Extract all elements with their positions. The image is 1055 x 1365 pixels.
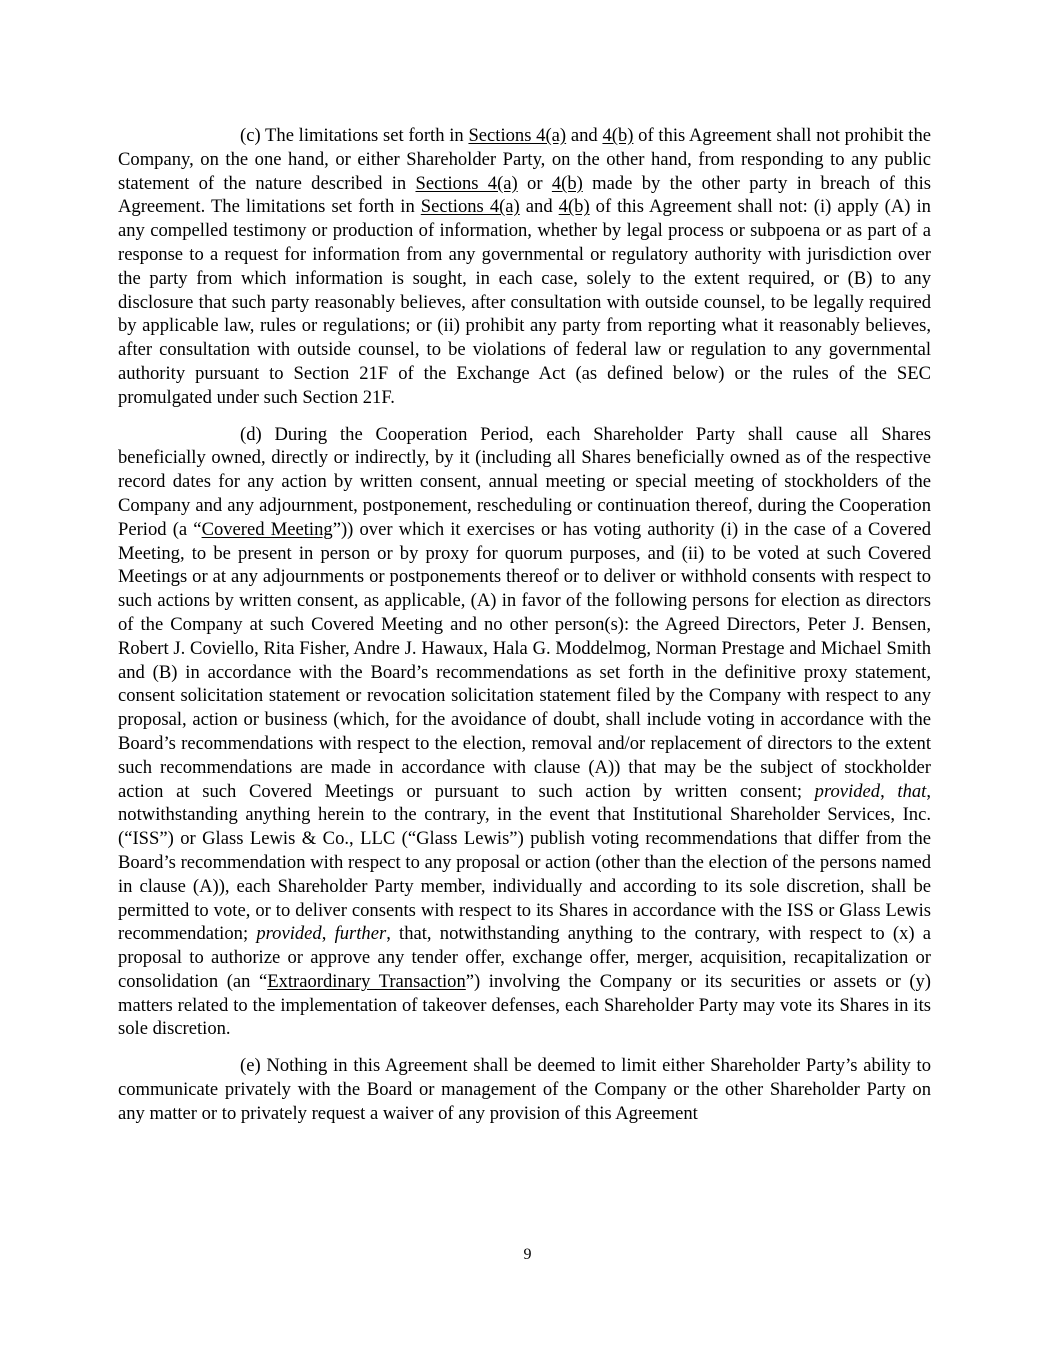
paragraph-d-text: (d) During the Cooperation Period, each Shareholder Party shall cause all Shares beneficially owned, directly or indirectly, by it (including all Shares beneficially owned as of the respective record dates for any action by written consent, annual meeting or special meeting of stockholders of the Company and any adjournment, postponement, rescheduling or continuation thereof, during the Cooperation Period (a “ <box>118 423 931 540</box>
italic-term: that <box>897 780 927 802</box>
paragraph-d-text: ”)) over which it exercises or has voting authority (i) in the case of a Covered Meeting, to be present in person or by proxy for quorum purposes, and (ii) to be voted at such Covered Meetings or at any adjournments or postponements thereof or to deliver or withhold consents with respect to such actions by written consent, as applicable, (A) in favor of the following persons for election as directors of the Company at such Covered Meeting and no other person(s): the Agreed Directors, Peter J. Bensen, Robert J. Coviello, Rita Fisher, Andre J. Hawaux, Hala G. Moddelmog, Norman Prestage and Michael Smith and (B) in accordance with the Board’s recommendations as set forth in the definitive proxy statement, consent solicitation statement or revocation solicitation statement filed by the Company with respect to any proposal, action or business (which, for the avoidance of doubt, shall include voting in accordance with the Board’s recommendations with respect to the election, removal and/or replacement of directors to the extent such recommendations are made in accordance with clause (A)) that may be the subject of stockholder action at such Covered Meetings or pursuant to such action by written consent; <box>118 518 931 802</box>
italic-term: further <box>334 923 387 945</box>
page-number: 9 <box>523 1246 532 1263</box>
section-reference: 4(b) <box>558 196 590 218</box>
paragraph-c-text: or <box>517 172 552 194</box>
section-reference: Sections 4(a) <box>415 172 518 194</box>
paragraph-d-text: ”) involving the Company or its securities or assets or (y) matters related to the implementation of takeover defenses, each Shareholder Party may vote its Shares in its sole discretion. <box>118 970 931 1040</box>
paragraph-c-text: of this Agreement shall not prohibit the Company, on the one hand, or either Shareholder Party, on the other hand, from responding to any public statement of the nature described in <box>118 125 931 194</box>
paragraph-d-text: , notwithstanding anything herein to the contrary, in the event that Institutional Shareholder Services, Inc. (“ISS”) or Glass Lewis & Co., LLC (“Glass Lewis”) publish voting recommendations that differ from the Board’s recommendation with respect to any proposal or action (other than the election of the persons named in clause (A)), each Shareholder Party member, individually and according to its sole discretion, shall be permitted to vote, or to deliver consents with respect to its Shares in accordance with the ISS or Glass Lewis recommendation; <box>118 780 931 945</box>
paragraph-d-text: , that, notwithstanding anything to the contrary, with respect to (x) a proposal to authorize or approve any tender offer, exchange offer, merger, acquisition, recapitalization or consolidation (an “ <box>118 923 932 992</box>
defined-term: Extraordinary Transaction <box>267 970 466 992</box>
paragraph-c-text: of this Agreement shall not: (i) apply (A) in any compelled testimony or production of information, whether by legal process or subpoena or as part of a response to a request for information from any governmental or regulatory authority with jurisdiction over the party from which information is sought, in each case, solely to the extent required, or (B) to any disclosure that such party reasonably believes, after consultation with outside counsel, to be legally required by applicable law, rules or regulations; or (ii) prohibit any party from reporting what it reasonably believes, after consultation with outside counsel, to be violations of federal law or regulation to any governmental authority pursuant to Section 21F of the Exchange Act (as defined below) or the rules of the SEC promulgated under such Section 21F. <box>118 196 931 408</box>
document-page <box>118 124 931 1139</box>
paragraph-d-text: , <box>321 923 335 945</box>
section-reference: Sections 4(a) <box>420 196 520 218</box>
defined-term: Covered Meeting <box>201 518 333 540</box>
paragraph-c-text: and <box>566 125 603 146</box>
paragraph-c-text: (c) The limitations set forth in <box>240 125 469 146</box>
paragraph-d <box>118 423 931 1042</box>
paragraph-e <box>118 1054 931 1125</box>
paragraph-e-text: (e) Nothing in this Agreement shall be deemed to limit either Shareholder Party’s ability to communicate privately with the Board or management of the Company or the other Shareholder Party on any matter or to privately request a waiver of any provision of this Agreement <box>118 1055 931 1124</box>
italic-term: provided <box>814 780 881 802</box>
paragraph-c-text: made by the other party in breach of this Agreement. The limitations set forth in <box>118 172 931 218</box>
section-reference: 4(b) <box>551 172 583 194</box>
paragraph-c <box>118 124 931 410</box>
section-reference: 4(b) <box>602 125 634 146</box>
paragraph-c-text: and <box>519 196 559 218</box>
italic-term: provided <box>256 923 322 945</box>
section-reference: Sections 4(a) <box>468 125 567 146</box>
paragraph-d-text: , <box>880 780 898 802</box>
